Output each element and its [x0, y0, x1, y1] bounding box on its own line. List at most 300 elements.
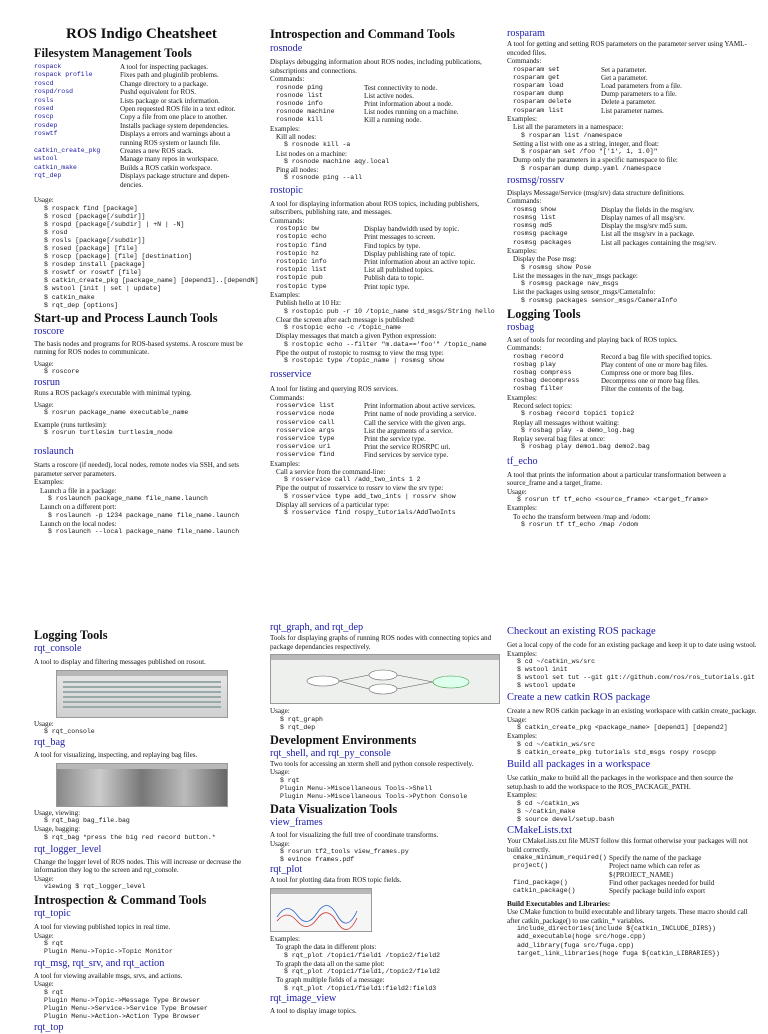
example-label: Launch on a different port: [40, 503, 117, 512]
command-description: Print topic type. [364, 282, 410, 291]
command-description: Print the service ROSRPC uri. [364, 443, 451, 452]
rostopic-row [270, 225, 476, 233]
filesystem-row [34, 155, 235, 163]
rosbag-title: rosbag [507, 321, 535, 333]
code-line: $ catkin_create_pkg tutorials std_msgs rospy roscpp [517, 748, 716, 756]
rosmsg-row [507, 214, 716, 222]
command-description: running ROS system or launch file. [120, 138, 221, 147]
example-label: To graph multiple fields of a message: [276, 976, 385, 985]
command-description: List all the msg/srv in a package. [601, 230, 695, 239]
example-command: $ roslaunch --local package_name file_name.launch [48, 528, 240, 535]
filesystem-row [34, 105, 235, 113]
code-line: $ rosed [package] [file] [44, 244, 138, 252]
command-name: rostopic bw [276, 225, 319, 233]
examples-label: Examples: [507, 791, 537, 800]
command-name: rosservice call [276, 418, 335, 426]
command-description: Record a bag file with specified topics. [601, 352, 712, 361]
example-label: Kill all nodes: [276, 133, 317, 142]
command-name: find_package() [513, 878, 568, 886]
code-line: $ source devel/setup.bash [517, 815, 615, 823]
code-line: Plugin Menu->Miscellaneous Tools->Shell [280, 784, 433, 792]
cheatsheet-page-2 [0, 512, 768, 1033]
rosnode-table [270, 84, 459, 125]
code-line: $ rqt_dep [options] [44, 301, 119, 309]
example-command: $ rosmsg package nav_msgs [521, 280, 619, 288]
graph-diagram [271, 655, 499, 703]
command-name: rosservice type [276, 434, 335, 442]
example-label: Replay several bag files at once: [513, 435, 605, 444]
rqt-logger-title: rqt_logger_level [34, 843, 102, 855]
example-label: Ping all nodes: [276, 166, 319, 175]
usage-label: Usage: [507, 487, 527, 496]
rqt-msg-title: rqt_msg, rqt_srv, and rqt_action [34, 957, 165, 969]
usage-label: Usage: [34, 874, 54, 883]
command-description: Dump parameters to a file. [601, 90, 677, 99]
code-line: $ rqt_dep [280, 723, 316, 731]
code-line: $ catkin_create_pkg [package_name] [depend1]..[dependN] [44, 277, 259, 285]
rqt-console-title: rqt_console [34, 643, 82, 654]
example-command: $ rostopic echo -c /topic_name [284, 324, 402, 332]
code-line: Plugin Menu->Service->Service Type Browser [44, 1004, 208, 1012]
example-label: Launch a file in a package: [40, 486, 117, 495]
command-name: rostopic find [276, 241, 327, 249]
command-description: List active nodes. [364, 91, 414, 100]
command-description: Find topics by type. [364, 241, 421, 250]
rosservice-examples [270, 468, 506, 518]
rqt-shell-desc: Two tools for accessing an xterm shell and python console respectively. [270, 759, 474, 768]
roslaunch-title: roslaunch [34, 446, 74, 457]
rqt-plot-screenshot [270, 888, 372, 932]
rosbag-row [507, 385, 712, 393]
command-description: List the arguments of a service. [364, 426, 453, 435]
rosparam-table [507, 66, 682, 115]
command-name: rosservice args [276, 426, 335, 434]
example-label: Call a service from the command-line: [276, 467, 386, 476]
example-command: $ rosparam dump dump.yaml /namespace [521, 164, 662, 172]
code-line: $ wstool init [517, 666, 568, 674]
rosservice-row [270, 402, 476, 410]
tfecho-example: $ rosrun tf tf_echo /map /odom [521, 521, 639, 529]
column-3 [507, 626, 761, 958]
checkout-examples [507, 658, 761, 690]
example-command: $ rosmsg packages sensor_msgs/CameraInfo [521, 296, 678, 304]
command-description: Open requested ROS file in a text editor. [120, 105, 236, 114]
command-description: Print information about an active topic. [364, 257, 476, 266]
code-line: $ rosdep install [package] [44, 261, 146, 269]
cheatsheet-title: ROS Indigo Cheatsheet [66, 26, 217, 42]
commands-label: Commands: [507, 344, 542, 353]
command-description: Change directory to a package. [120, 79, 209, 88]
example-label: Clear the screen after each message is published: [276, 315, 415, 324]
code-line: $ rqt [280, 776, 300, 784]
examples-label: Examples: [507, 246, 537, 255]
examples-label: Examples: [34, 478, 64, 487]
cmake-row [507, 879, 761, 887]
rosbag-row [507, 369, 712, 377]
command-name: rostopic type [276, 282, 327, 290]
filesystem-row [34, 147, 235, 155]
code-line: $ wstool set tut --git git://github.com/ros/ros_tutorials.git [517, 674, 755, 682]
build-exec-title: Build Executables and Libraries: [507, 899, 611, 909]
filesystem-heading: Filesystem Management Tools [34, 46, 192, 60]
code-line: $ roscd [package[/subdir]] [44, 212, 146, 220]
code-line: $ catkin_make [44, 293, 95, 301]
code-line: Plugin Menu->Miscellaneous Tools->Python Console [280, 792, 468, 800]
rosparam-row [507, 98, 682, 106]
rosparam-row [507, 90, 682, 98]
create-pkg-examples [507, 741, 761, 757]
example-command: $ rqt_plot /topic1/field1:field2:field3 [284, 984, 437, 992]
command-description: Print name of node providing a service. [364, 410, 477, 419]
introspection-heading: Introspection and Command Tools [270, 27, 455, 41]
command-description: Test connectivity to node. [364, 83, 438, 92]
rqt-msg-desc: A tool for viewing available msgs, srvs, and actions. [34, 971, 183, 980]
rostopic-row [270, 250, 476, 258]
rosbag-row [507, 361, 712, 369]
filesystem-row [34, 172, 235, 180]
code-line: add_library(fuga src/fuga.cpp) [517, 941, 635, 949]
command-description: Manage many repos in workspace. [120, 155, 219, 164]
cmake-table [507, 854, 761, 895]
command-name: rosparam delete [513, 98, 572, 106]
cmake-row [507, 862, 761, 878]
command-description: Load parameters from a file. [601, 82, 682, 90]
cmake-row [507, 854, 761, 862]
example-label: Setting a list with one as a string, integer, and float: [513, 139, 659, 148]
tfecho-example-label: To echo the transform between /map and /odom: [513, 512, 651, 521]
example-label: Display all services of a particular type: [276, 500, 390, 509]
rostopic-row [270, 266, 476, 274]
code-line: $ cd ~/catkin_ws [517, 799, 580, 807]
example-label: Launch on the local nodes: [40, 519, 117, 528]
command-name: rosed [34, 105, 54, 113]
filesystem-row [34, 181, 235, 189]
command-name: rosservice find [276, 451, 335, 459]
plot-curves [271, 889, 371, 931]
rosrun-example-label: Example (runs turtlesim): [34, 420, 107, 429]
code-line: $ roscp [package] [file] [destination] [44, 253, 193, 261]
example-command: $ rosservice find rospy_tutorials/AddTwoInts [284, 509, 456, 517]
example-command: $ rosnode machine aqy.local [284, 157, 390, 165]
filesystem-row [34, 130, 235, 138]
command-name: rosnode list [276, 91, 323, 99]
introspection-heading: Introspection & Command Tools [34, 893, 207, 908]
rosnode-row [270, 84, 459, 92]
code-line: $ roswtf or roswtf [file] [44, 269, 142, 277]
example-label: List nodes on a machine: [276, 149, 347, 158]
rqt-shell-usage [270, 777, 504, 801]
examples-label: Examples: [270, 290, 300, 299]
command-description: List nodes running on a machine. [364, 108, 459, 117]
create-pkg-desc: Create a new ROS catkin package in an existing workspace with catkin create_package. [507, 707, 757, 716]
rosrun-example: $ rosrun turtlesim turtlesim_node [44, 428, 173, 436]
command-description: Displays package structure and depen- [120, 172, 230, 181]
rqt-bag-title: rqt_bag [34, 737, 66, 749]
rosnode-row [270, 100, 459, 108]
examples-label: Examples: [270, 934, 300, 943]
rqt-plot-title: rqt_plot [270, 864, 303, 876]
filesystem-row [34, 71, 235, 79]
command-name: rosdep [34, 121, 58, 129]
command-name: rostopic pub [276, 274, 323, 282]
examples-label: Examples: [270, 124, 300, 133]
code-line: include_directories(include ${catkin_INCLUDE_DIRS}) [517, 925, 716, 933]
command-description: dencies. [120, 180, 144, 189]
rosmsg-examples [507, 255, 759, 305]
rosservice-row [270, 410, 476, 418]
build-exec-code [507, 925, 761, 957]
command-name: rostopic info [276, 257, 327, 265]
rostopic-table [270, 225, 476, 291]
rosservice-desc: A tool for listing and querying ROS services. [270, 385, 399, 394]
command-name: rosnode machine [276, 108, 335, 116]
tfecho-title: tf_echo [507, 455, 538, 467]
command-name: project() [513, 862, 549, 870]
example-label: To graph the data all on the same plot: [276, 959, 385, 968]
rosservice-row [270, 435, 476, 443]
command-description: Creates a new ROS stack. [120, 147, 194, 156]
rqt-bag-usage-view-label: Usage, viewing: [34, 808, 81, 817]
example-label: Display messages that match a given Python expression: [276, 332, 437, 341]
command-name: rosbag compress [513, 369, 572, 377]
filesystem-usage [34, 205, 266, 310]
filesystem-row [34, 113, 235, 121]
column-2 [270, 622, 504, 1015]
example-command: $ rosbag record topic1 topic2 [521, 410, 635, 418]
rqt-top-title: rqt_top [34, 1021, 64, 1033]
example-label: List all the parameters in a namespace: [513, 123, 624, 132]
command-description: Filter the contents of the bag. [601, 385, 685, 394]
commands-label: Commands: [507, 57, 542, 66]
command-description: Project name which can refer as ${PROJECT_NAME} [609, 862, 700, 879]
example-command: $ rosnode kill -a [284, 141, 351, 149]
example-command: $ rostopic pub -r 10 /topic_name std_msgs/String hello [284, 307, 495, 315]
example-command: $ rosparam set /foo "['1', 1, 1.0]" [521, 148, 658, 156]
code-line: $ rospack find [package] [44, 204, 138, 212]
command-description: Print information about a node. [364, 100, 453, 108]
example-command: $ rosmsg show Pose [521, 263, 592, 271]
command-name: rosbag decompress [513, 377, 580, 385]
rosparam-title: rosparam [507, 28, 545, 39]
column-1 [34, 26, 266, 536]
rosnode-desc: Displays debugging information about ROS nodes, including publications, subscriptions and connections. [270, 58, 482, 75]
roscore-title: roscore [34, 325, 64, 337]
column-3 [507, 28, 759, 529]
command-description: Specify package build info export [609, 886, 706, 895]
command-name: roscp [34, 113, 54, 121]
rosbag-row [507, 353, 712, 361]
logging-heading: Logging Tools [507, 306, 581, 321]
filesystem-row [34, 88, 235, 96]
rosparam-row [507, 66, 682, 74]
rosparam-desc: A tool for getting and setting ROS parameters on the parameter server using YAML-encoded files. [507, 40, 747, 57]
rosbag-row [507, 377, 712, 385]
rosrun-title: rosrun [34, 377, 61, 389]
rqt-bag-usage-view: $ rqt_bag bag_file.bag [44, 817, 130, 825]
rosrun-usage: $ rosrun package_name executable_name [44, 409, 189, 417]
example-command: $ rosbag play demo1.bag demo2.bag [521, 443, 650, 451]
commands-label: Commands: [270, 216, 305, 225]
code-line: $ cd ~/catkin_ws/src [517, 658, 596, 665]
view-frames-desc: A tool for visualizing the full tree of coordinate transforms. [270, 831, 439, 840]
command-description: Display names of all msg/srv. [601, 213, 686, 222]
rosmsg-desc: Displays Message/Service (msg/srv) data structure definitions. [507, 188, 685, 197]
rqt-graph-usage [270, 716, 504, 732]
command-description: Print messages to screen. [364, 233, 436, 242]
rostopic-row [270, 283, 476, 291]
create-pkg-usage: $ catkin_create_pkg <package_name> [depend1] [depend2] [517, 724, 728, 732]
command-description: A tool for inspecting packages. [120, 63, 209, 71]
filesystem-row [34, 63, 235, 71]
rosservice-row [270, 451, 476, 459]
dev-env-heading: Development Environments [270, 732, 417, 747]
rosparam-row [507, 82, 682, 90]
rqt-plot-examples [270, 943, 504, 993]
rqt-msg-usage [34, 989, 266, 1021]
view-frames-usage [270, 848, 504, 864]
rostopic-row [270, 274, 476, 282]
command-description: Play content of one or more bag files. [601, 360, 708, 369]
example-label: To graph the data in different plots: [276, 943, 377, 952]
command-description: List all published topics. [364, 266, 434, 275]
command-description: Publish data to topic. [364, 274, 424, 283]
example-label: Replay all messages without waiting: [513, 418, 619, 427]
command-name: roscd [34, 79, 54, 87]
command-description: Builds a ROS catkin workspace. [120, 163, 213, 172]
command-name: rosmsg package [513, 230, 568, 238]
command-name: rosmsg show [513, 205, 556, 213]
command-description: Kill a running node. [364, 116, 422, 125]
example-command: $ rostopic echo --filter "m.data=='foo'" /topic_name [284, 340, 487, 348]
rqt-console-screenshot [56, 670, 228, 718]
command-description: Copy a file from one place to another. [120, 113, 228, 122]
command-description: Displays a errors and warnings about a [120, 130, 231, 139]
cmake-title: CMakeLists.txt [507, 824, 573, 836]
command-description: Find other packages needed for build [609, 878, 715, 887]
rosservice-title: rosservice [270, 369, 312, 381]
command-name: rosnode kill [276, 116, 323, 124]
rqt-logger-desc: Change the logger level of ROS nodes. This will increase or decrease the information they log to the screen and rqt_console. [34, 857, 242, 875]
rosservice-row [270, 427, 476, 435]
command-name: rosbag filter [513, 385, 564, 393]
rosbag-table [507, 353, 712, 394]
rosparam-examples [507, 123, 759, 173]
example-command: $ rostopic type /topic_name | rosmsg show [284, 357, 444, 365]
rosnode-examples [270, 133, 506, 183]
command-name: cmake_minimum_required() [513, 854, 607, 862]
command-name: rosparam list [513, 106, 564, 114]
dataviz-heading: Data Visualization Tools [270, 802, 398, 817]
examples-label: Examples: [507, 393, 537, 402]
command-description: Print information about active services. [364, 402, 476, 411]
code-line: Plugin Menu->Action->Action Type Browser [44, 1012, 201, 1020]
command-name: rostopic list [276, 266, 327, 274]
example-label: Dump only the parameters in a specific namespace to file: [513, 156, 678, 165]
rosrun-desc: Runs a ROS package's executable with minimal typing. [34, 389, 192, 398]
rqt-bag-desc: A tool for visualizing, inspecting, and replaying bag files. [34, 751, 198, 760]
code-line: $ rosls [package[/subdir]] [44, 236, 146, 244]
examples-label: Examples: [507, 114, 537, 123]
column-1 [34, 628, 266, 1034]
command-name: rqt_dep [34, 172, 62, 180]
command-name: catkin_package() [513, 886, 576, 894]
examples-label: Examples: [507, 649, 537, 658]
command-name: rospd/rosd [34, 88, 74, 96]
command-description: Decompress one or more bag files. [601, 377, 700, 386]
command-name: rosbag play [513, 360, 556, 368]
code-line: $ rospd [package[/subdir] | +N | -N] [44, 220, 185, 228]
command-description: Display the msg/srv md5 sum. [601, 222, 688, 231]
command-description: Installs package system dependencies. [120, 121, 229, 130]
code-line: $ rqt [44, 940, 64, 948]
command-name: rosparam dump [513, 90, 564, 98]
usage-label: Usage: [270, 839, 290, 848]
cmake-desc: Your CMakeLists.txt file MUST follow this format otherwise your packages will not build correctly. [507, 836, 748, 854]
code-line: target_link_libraries(hoge fuga ${catkin_LIBRARIES}) [517, 949, 720, 957]
rqt-topic-usage [34, 940, 266, 956]
example-label: Record select topics: [513, 402, 573, 411]
example-command: $ roslaunch -p 1234 package_name file_name.launch [48, 511, 240, 519]
roscore-usage: $ roscore [44, 368, 80, 376]
usage-label: Usage: [507, 715, 527, 724]
command-name: roswtf [34, 130, 58, 138]
command-name: wstool [34, 155, 58, 163]
command-name: rosservice node [276, 410, 335, 418]
example-command: $ rosbag play -a demo_log.bag [521, 426, 635, 434]
rostopic-row [270, 258, 476, 266]
command-name: catkin_make [34, 163, 77, 171]
rosparam-row [507, 107, 682, 115]
example-label: Display the Pose msg: [513, 255, 577, 264]
command-name: catkin_create_pkg [34, 147, 101, 155]
rqt-bag-usage-bag: $ rqt_bag *press the big red record button.* [44, 833, 216, 841]
command-name: rospack profile [34, 71, 93, 79]
example-label: List the packages using sensor_msgs/CameraInfo: [513, 288, 656, 297]
rostopic-title: rostopic [270, 184, 303, 196]
usage-label: Usage: [34, 931, 54, 940]
build-examples [507, 800, 761, 824]
command-description: Print the service type. [364, 434, 426, 443]
code-line: Plugin Menu->Topic->Topic Monitor [44, 948, 173, 956]
filesystem-row [34, 97, 235, 105]
command-description: Display the fields in the msg/srv. [601, 205, 695, 214]
usage-label: Usage: [34, 980, 54, 989]
roscore-desc: The basis nodes and programs for ROS-based systems. A roscore must be running for ROS nodes to communicate. [34, 339, 243, 357]
filesystem-row [34, 164, 235, 172]
command-description: List parameter names. [601, 106, 664, 115]
command-description: Fixes path and pluginlib problems. [120, 71, 219, 80]
roslaunch-desc: Starts a roscore (if needed), local nodes, remote nodes via SSH, and sets parameter server parameters. [34, 461, 240, 478]
command-description: Compress one or more bag files. [601, 369, 694, 378]
command-description: Set a parameter. [601, 65, 647, 74]
rqt-topic-title: rqt_topic [34, 908, 71, 920]
example-command: $ rqt_plot /topic1/field1,/topic2/field2 [284, 968, 441, 976]
example-command: $ rqt_plot /topic1/field1 /topic2/field2 [284, 951, 441, 959]
command-description: Display bandwidth used by topic. [364, 225, 460, 234]
rostopic-desc: A tool for displaying information about ROS topics, including publishers, subscribers, publishing rate, and messages. [270, 199, 480, 217]
rosservice-row [270, 443, 476, 451]
rosmsg-table [507, 206, 716, 247]
command-description: Specify the name of the package [609, 854, 702, 863]
example-label: Pipe the output of rostopic to rosmsg to view the msg type: [276, 348, 444, 357]
code-line: $ rosrun tf2_tools view_frames.py [280, 848, 409, 856]
rosservice-table [270, 402, 476, 459]
example-label: Pipe the output of rosservice to rossrv to view the srv type: [276, 484, 444, 493]
rqt-topic-desc: A tool for viewing published topics in real time. [34, 923, 171, 932]
rosbag-desc: A set of tools for recording and playing back of ROS topics. [507, 335, 678, 344]
usage-label: Usage: [34, 359, 54, 368]
code-line: Plugin Menu->Topic->Message Type Browser [44, 996, 201, 1004]
